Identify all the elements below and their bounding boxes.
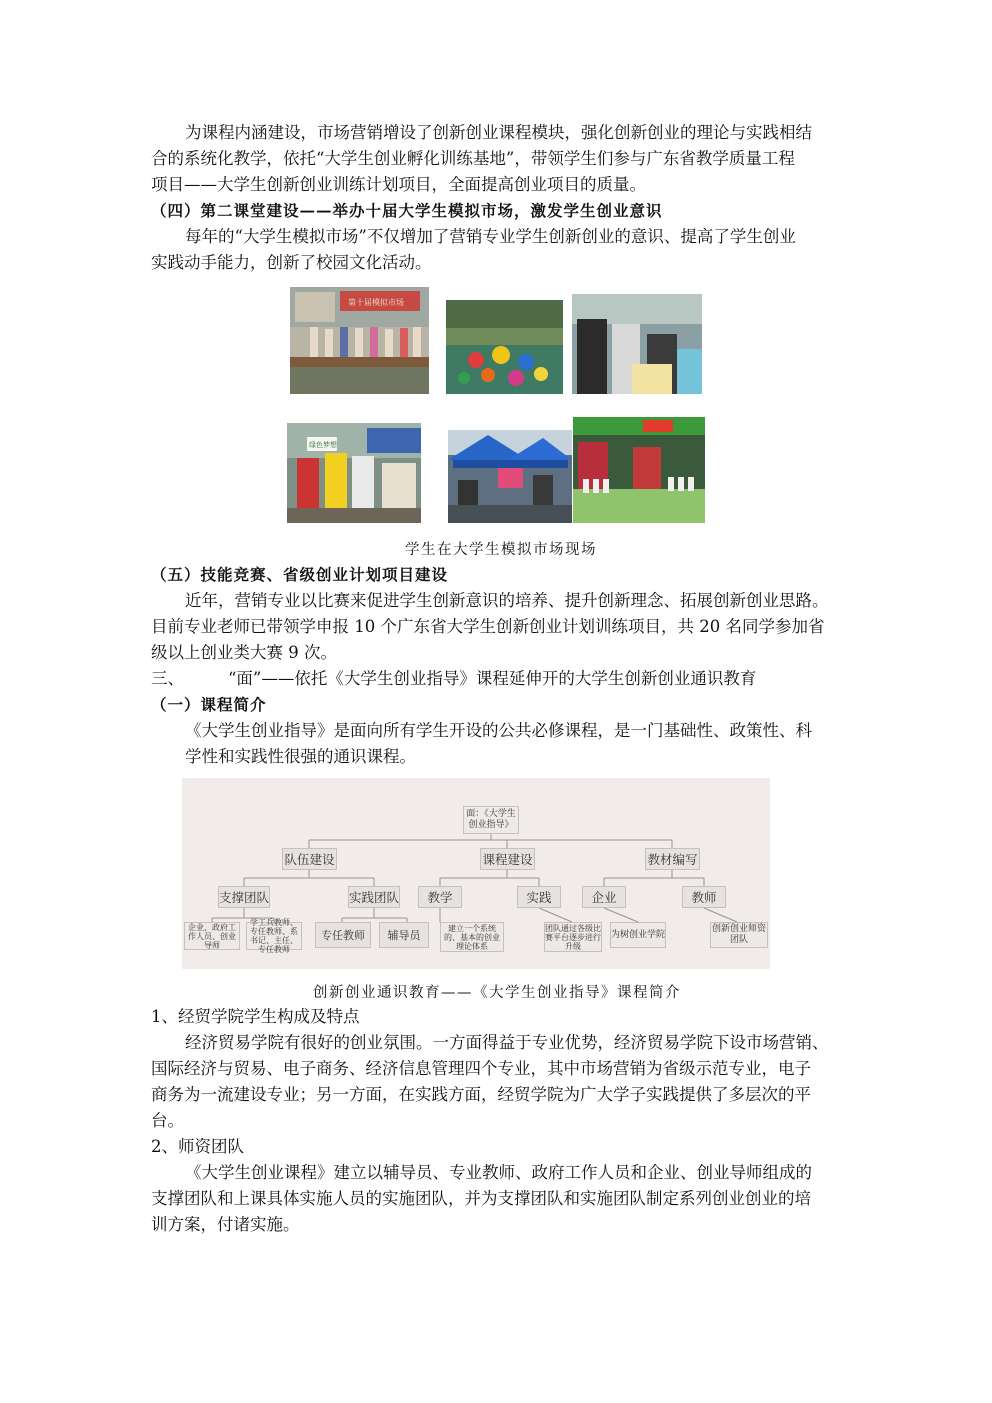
org-leaf-node: 企业、政府工作人员、创业导师 [184, 922, 240, 950]
paragraph-line: 合的系统化教学，依托“大学生创业孵化训练基地”，带领学生们参与广东省教学质量工程 [151, 149, 795, 168]
paragraph-line: 《大学生创业指导》是面向所有学生开设的公共必修课程，是一门基础性、政策性、科 [185, 721, 812, 740]
paragraph-line: 《大学生创业课程》建立以辅导员、专业教师、政府工作人员和企业、创业导师组成的 [185, 1163, 812, 1182]
paragraph-line: 实践动手能力，创新了校园文化活动。 [151, 253, 432, 272]
org-node-course-building: 课程建设 [480, 848, 535, 870]
item-title: 2、师资团队 [151, 1137, 244, 1156]
paragraph-line: 为课程内涵建设，市场营销增设了创新创业课程模块，强化创新创业的理论与实践相结 [185, 123, 812, 142]
paragraph-line: 项目——大学生创新创业训练计划项目，全面提高创业项目的质量。 [151, 175, 646, 194]
org-leaf-node: 学工兵教师、专任教师、系书记、主任、专任教师 [246, 922, 302, 950]
org-leaf-node: 创新创业师资团队 [710, 922, 768, 948]
paragraph-line: 每年的“大学生模拟市场”不仅增加了营销专业学生创新创业的意识、提高了学生创业 [185, 227, 796, 246]
paragraph-line: 学性和实践性很强的通识课程。 [185, 747, 416, 766]
paragraph-line: 支撑团队和上课具体实施人员的实施团队，并为支撑团队和实施团队制定系列创业创业的培 [151, 1189, 811, 1208]
org-node-practice: 实践 [517, 886, 561, 908]
org-node-textbook: 教材编写 [645, 848, 700, 870]
figure-caption: 创新创业通识教育——《大学生创业指导》课程简介 [313, 985, 681, 1001]
figure-caption: 学生在大学生模拟市场现场 [405, 542, 597, 558]
paragraph-line: 国际经济与贸易、电子商务、经济信息管理四个专业，其中市场营销为省级示范专业，电子 [151, 1059, 811, 1078]
photo-market-tents [448, 430, 572, 523]
org-node-enterprise: 企业 [582, 886, 626, 908]
org-node-support-team: 支撑团队 [218, 886, 270, 908]
photo-market-overview [446, 300, 563, 394]
paragraph-line: 台。 [151, 1111, 184, 1130]
org-node-teaching: 教学 [418, 886, 462, 908]
section-heading-5: （五）技能竞赛、省级创业计划项目建设 [151, 565, 449, 584]
org-leaf-node: 辅导员 [379, 922, 429, 948]
sign-text: 绿色梦想 [309, 441, 337, 449]
org-root-node: 面：《大学生创业指导》 [463, 806, 519, 834]
org-node-team-building: 队伍建设 [282, 848, 337, 870]
org-leaf-node: 为树创业学院 [610, 922, 666, 948]
org-chart [182, 778, 770, 969]
paragraph-line: 训方案，付诸实施。 [151, 1215, 300, 1234]
banner-text: 第十届模拟市场 [348, 298, 404, 307]
paragraph-line: 级以上创业类大赛 9 次。 [151, 643, 337, 662]
paragraph-line: 目前专业老师已带领学申报 10 个广东省大学生创新创业计划训练项目，共 20 名同学参加省 [151, 617, 825, 636]
paragraph-line: 商务为一流建设专业；另一方面，在实践方面，经贸学院为广大学子实践提供了多层次的平 [151, 1085, 811, 1104]
section-heading-4: （四）第二课堂建设——举办十届大学生模拟市场，激发学生创业意识 [151, 201, 663, 220]
org-leaf-node: 团队通过各级比赛平台逐步进行升级 [545, 923, 601, 951]
photo-stage-performance [290, 287, 429, 394]
photo-drink-stall [573, 417, 705, 523]
item-title: 1、经贸学院学生构成及特点 [151, 1007, 360, 1026]
org-leaf-node: 建立一个系统的、基本的创业理论体系 [440, 922, 504, 952]
org-leaf-node: 专任教师 [315, 922, 371, 948]
subsection-heading: （一）课程简介 [151, 695, 267, 714]
paragraph-line: 经济贸易学院有很好的创业氛围。一方面得益于专业优势，经济贸易学院下设市场营销、 [185, 1033, 829, 1052]
paragraph-line: 近年，营销专业以比赛来促进学生创新意识的培养、提升创新理念、拓展创新创业思路。 [185, 591, 829, 610]
org-node-practice-team: 实践团队 [348, 886, 400, 908]
section-number: 三、 [151, 669, 184, 688]
photo-students-shopping [572, 294, 702, 394]
org-node-teacher: 教师 [682, 886, 726, 908]
photo-students-with-sign [287, 423, 421, 523]
section-title: “面”——依托《大学生创业指导》课程延伸开的大学生创新创业通识教育 [228, 669, 757, 688]
